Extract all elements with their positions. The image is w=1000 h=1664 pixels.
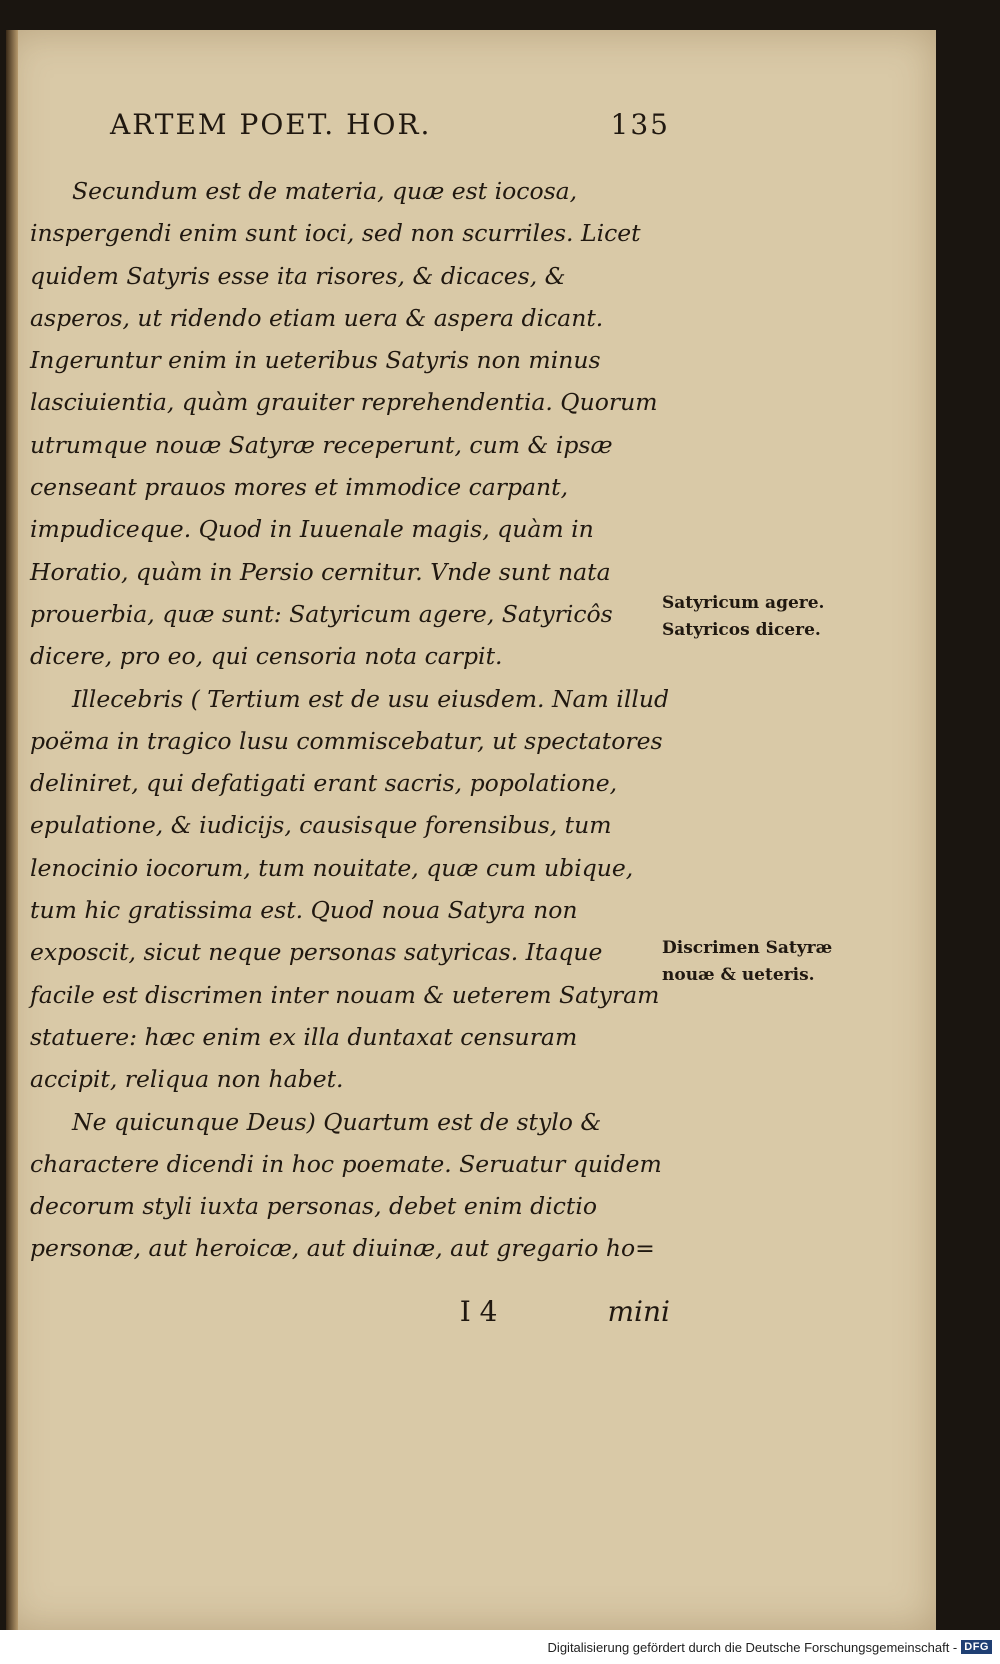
catchword: mini [607, 1295, 670, 1328]
margin-note: Satyricum agere. Satyricos dicere. [662, 593, 825, 640]
paragraph-1: Secundum est de materia, quæ est iocosa, inspergendi enim sunt ioci, sed non scurriles. Licet quidem Satyris esse ita risores, & dicaces, & asperos, ut ridendo etiam uera & aspera dicant. Ingeruntur enim in ueteribus Satyris non minus lasciuientia, quàm grauiter reprehendentia. Quorum utrumque nouæ Satyræ receperunt, cum & ipsæ censeant prauos mores et immodice carpant, impudiceque. Quod in Iuuenale magis, quàm in Horatio, quàm in Persio cernitur. Vnde sunt nata prouerbia, quæ sunt: Satyricum agere, Satyricôs dicere, pro eo, qui censoria nota carpit. [30, 177, 658, 671]
credit-text: Digitalisierung gefördert durch die Deutsche Forschungsgemeinschaft - [547, 1639, 958, 1655]
page-gutter [6, 30, 18, 1630]
body-text [30, 170, 670, 1270]
margin-note: Discrimen Satyræ nouæ & ueteris. [662, 938, 833, 985]
running-head [110, 108, 670, 141]
running-head-title: ARTEM POET. HOR. [110, 108, 432, 141]
page-footer [30, 1295, 670, 1328]
signature-mark: I 4 [459, 1295, 498, 1328]
paragraph-3: Ne quicunque Deus) Quartum est de stylo & charactere dicendi in hoc poemate. Seruatur quidem decorum styli iuxta personas, debet enim dictio personæ, aut heroicæ, aut diuinæ, aut gregario ho= [30, 1107, 662, 1263]
digitization-credit [0, 1630, 1000, 1664]
book-page [6, 30, 936, 1630]
dfg-logo-icon: DFG [961, 1640, 992, 1654]
paragraph-2: Illecebris ( Tertium est de usu eiusdem. Nam illud poëma in tragico lusu commiscebatur, ut spectatores deliniret, qui defatigati erant sacris, popolatione, epulatione, & iudicijs, causisque forensibus, tum lenocinio iocorum, tum nouitate, quæ cum ubique, tum hic gratissima est. Quod noua Satyra non exposcit, sicut neque personas satyricas. Itaque facile est discrimen inter nouam & ueterem Satyram statuere: hæc enim ex illa duntaxat censuram accipit, reliqua non habet. [30, 684, 670, 1094]
page-number: 135 [610, 108, 670, 141]
